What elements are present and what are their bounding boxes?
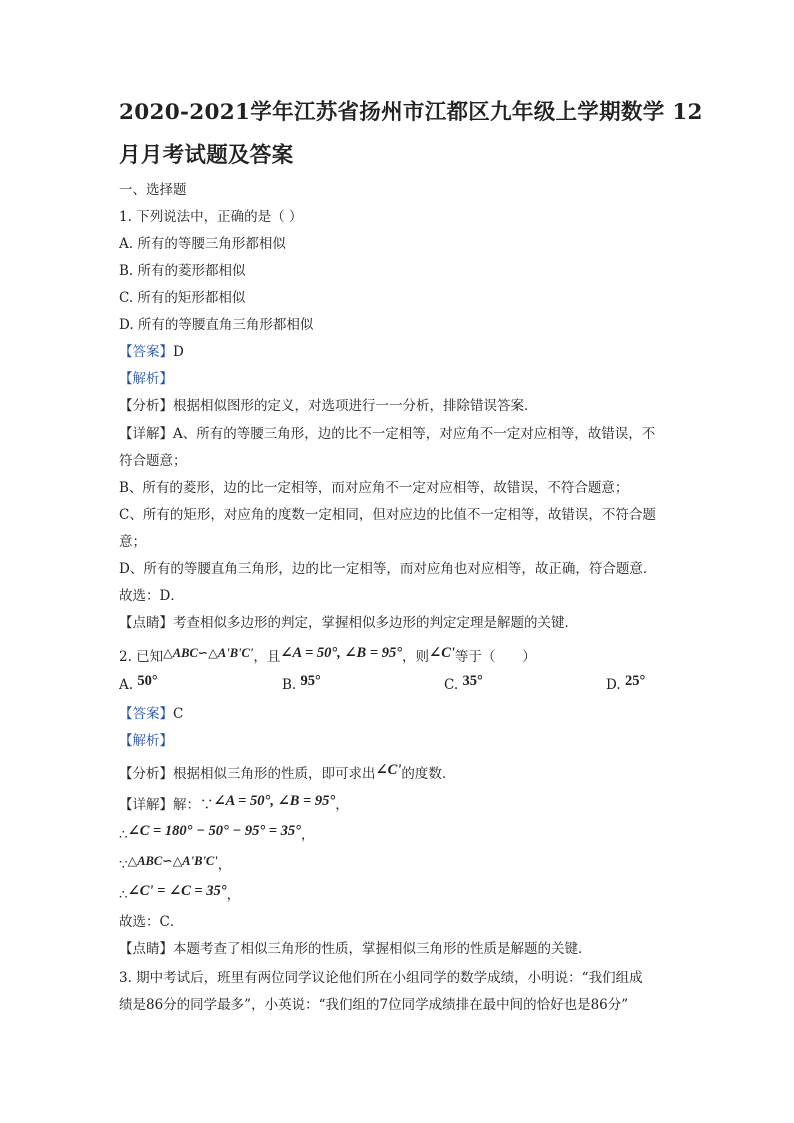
q2-answer xyxy=(119,705,183,723)
doc-title-line2: 月月考试题及答案 xyxy=(119,143,294,168)
therefore-symbol: ∴ xyxy=(119,887,128,903)
q2-stem-mid: ，且 xyxy=(253,649,281,665)
comma: ， xyxy=(217,857,232,873)
q2-analysis-tag: 【解析】 xyxy=(119,733,173,749)
q2-option-b xyxy=(282,673,321,694)
q1-option-d: D. 所有的等腰直角三角形都相似 xyxy=(119,317,314,333)
fenxi-expression: ∠C' xyxy=(375,762,402,778)
option-value: 35° xyxy=(462,673,483,689)
because-symbol: ∵ xyxy=(119,857,128,873)
comma: ， xyxy=(335,797,349,813)
q1-answer xyxy=(119,343,184,361)
target-angle-expression: ∠C' xyxy=(429,645,455,661)
fenxi-tag: 【分析】 xyxy=(119,398,173,414)
comma: ， xyxy=(226,887,241,903)
xiangjie-tag: 【详解】 xyxy=(119,426,173,442)
q1-option-b: B. 所有的菱形都相似 xyxy=(119,263,246,279)
q1-xiangjie-line5: 意； xyxy=(119,534,146,550)
fenxi-text: 根据相似图形的定义，对选项进行一一分析，排除错误答案． xyxy=(173,398,538,414)
q2-option-a xyxy=(119,673,158,694)
q2-option-d xyxy=(606,673,646,694)
option-letter: B. xyxy=(282,677,297,693)
option-value: 95° xyxy=(300,673,321,689)
answer-tag: 【答案】 xyxy=(119,344,173,360)
q2-stem-then: ，则 xyxy=(402,649,430,665)
q1-xiangjie-line4: C、所有的矩形，对应角的度数一定相同，但对应边的比值不一定相等，故错误，不符合题 xyxy=(119,507,656,523)
fenxi-text-pre: 根据相似三角形的性质，即可求出 xyxy=(173,766,376,782)
q1-dianjing xyxy=(119,614,578,632)
step3-expression: △ABC∽△A'B'C' xyxy=(127,854,218,868)
section-heading: 一、选择题 xyxy=(119,182,187,198)
q1-stem: 1. 下列说法中，正确的是（ ） xyxy=(119,209,303,225)
q1-xiangjie-line6: D、所有的等腰直角三角形，边的比一定相等，而对应角也对应相等，故正确，符合题意． xyxy=(119,561,657,577)
answer-tag: 【答案】 xyxy=(119,706,173,722)
q2-dianjing xyxy=(119,940,592,958)
q2-stem-end: 等于（ ） xyxy=(454,649,536,665)
q1-analysis-tag: 【解析】 xyxy=(119,371,173,387)
comma: ， xyxy=(300,827,315,843)
dianjing-text: 本题考查了相似三角形的性质，掌握相似三角形的性质是解题的关键． xyxy=(173,941,592,957)
q3-stem-line1: 3. 期中考试后，班里有两位同学议论他们所在小组同学的数学成绩，小明说：“我们组成 xyxy=(119,970,643,986)
dianjing-tag: 【点睛】 xyxy=(119,615,173,631)
q2-xiangjie-step3 xyxy=(119,856,231,874)
q1-xiangjie-line3: B、所有的菱形，边的比一定相等，而对应角不一定对应相等，故错误，不符合题意； xyxy=(119,480,629,496)
q2-xiangjie-step2 xyxy=(119,823,315,844)
q1-option-c: C. 所有的矩形都相似 xyxy=(119,290,246,306)
q2-fenxi xyxy=(119,762,456,783)
dianjing-text: 考查相似多边形的判定，掌握相似多边形的判定定理是解题的关键． xyxy=(173,615,578,631)
therefore-symbol: ∴ xyxy=(119,827,128,843)
fenxi-tag: 【分析】 xyxy=(119,766,173,782)
xiangjie-text: A、所有的等腰三角形，边的比不一定相等，对应角不一定对应相等，故错误，不 xyxy=(173,426,656,442)
given-angles-expression: ∠A = 50°, ∠B = 95° xyxy=(280,645,403,661)
q2-xiangjie-step4 xyxy=(119,883,241,904)
q1-fenxi xyxy=(119,397,538,415)
option-letter: A. xyxy=(119,677,134,693)
xiangjie-tag: 【详解】 xyxy=(119,797,173,813)
q2-option-c xyxy=(444,673,483,694)
q2-xiangjie-step1 xyxy=(119,793,349,814)
dianjing-tag: 【点睛】 xyxy=(119,941,173,957)
xiangjie-pre: 解：∵ xyxy=(173,797,214,813)
q3-stem-line2: 绩是86分的同学最多”，小英说：“我们组的7位同学成绩排在最中间的恰好也是86分” xyxy=(119,997,629,1013)
q2-stem-prefix: 2. 已知 xyxy=(119,649,164,665)
doc-title-line1: 2020-2021学年江苏省扬州市江都区九年级上学期数学 12 xyxy=(119,100,703,125)
option-value: 25° xyxy=(624,673,646,689)
q1-option-a: A. 所有的等腰三角形都相似 xyxy=(119,236,286,252)
option-letter: C. xyxy=(444,677,459,693)
similarity-expression: △ABC∽△A'B'C' xyxy=(163,646,254,660)
fenxi-text-post: 的度数． xyxy=(401,766,456,782)
step1-expression: ∠A = 50°, ∠B = 95° xyxy=(213,793,336,809)
answer-value: D xyxy=(173,344,184,360)
option-value: 50° xyxy=(137,673,158,689)
step2-expression: ∠C = 180° − 50° − 95° = 35° xyxy=(127,823,301,839)
q2-stem xyxy=(119,645,536,666)
q1-xiangjie-line1 xyxy=(119,425,655,443)
q2-conclusion: 故选：C． xyxy=(119,914,184,930)
answer-value: C xyxy=(173,706,184,722)
q1-xiangjie-line7: 故选：D． xyxy=(119,588,184,604)
q1-xiangjie-line2: 符合题意； xyxy=(119,453,187,469)
step4-expression: ∠C' = ∠C = 35° xyxy=(127,883,227,899)
option-letter: D. xyxy=(606,677,621,693)
